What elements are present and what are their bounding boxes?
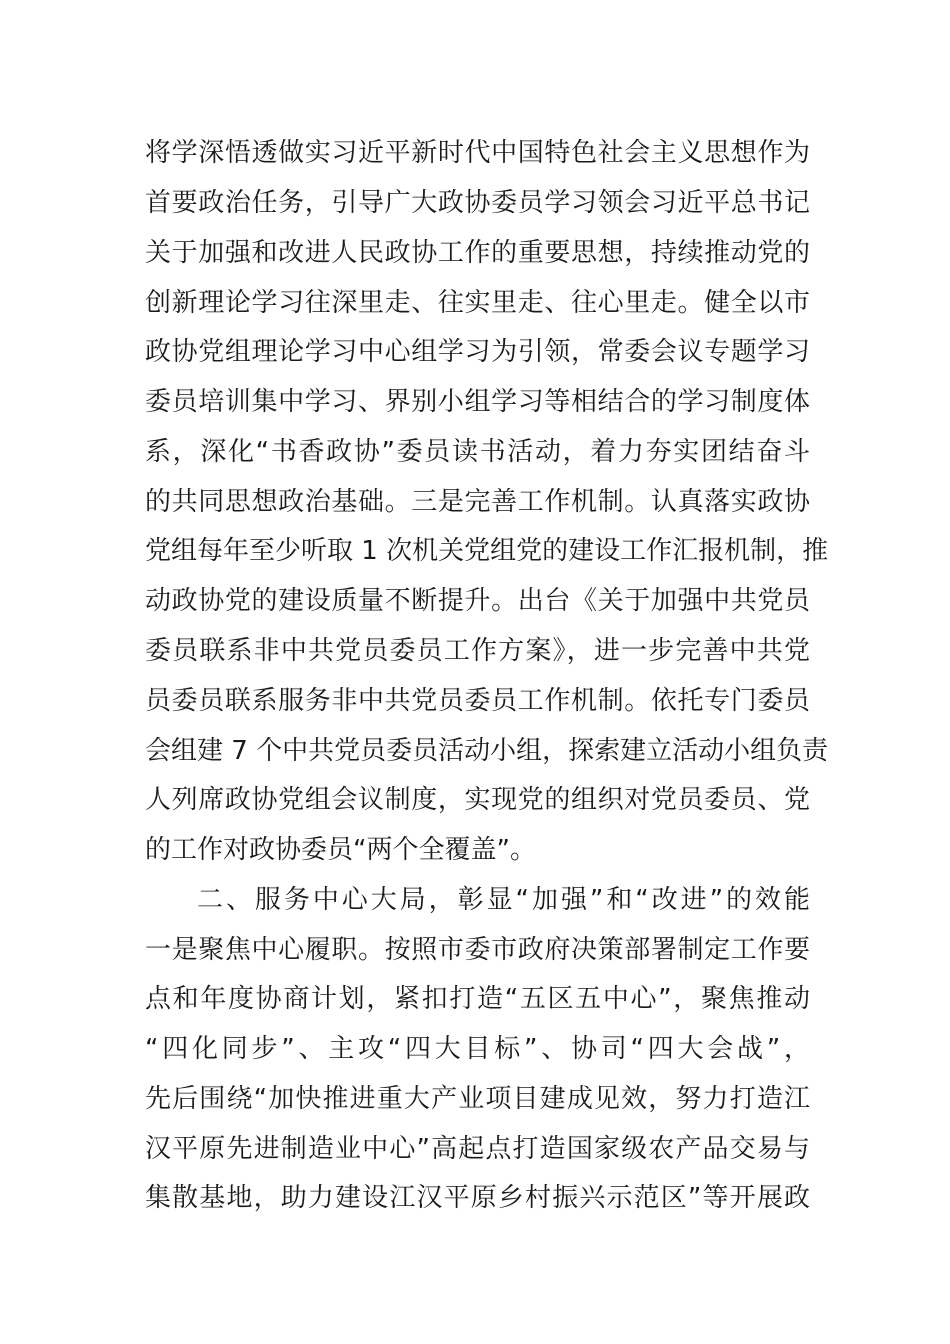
text-line-8: 的共同思想政治基础。三是完善工作机制。认真落实政协 xyxy=(145,487,810,517)
text-line-18: 点和年度协商计划，紧扣打造“五区五中心”，聚焦推动 xyxy=(145,984,810,1014)
text-line-20: 先后围绕“加快推进重大产业项目建成见效，努力打造江 xyxy=(145,1084,810,1114)
text-line-4: 创新理论学习往深里走、往实里走、往心里走。健全以市 xyxy=(145,288,810,318)
text-line-15: 的工作对政协委员“两个全覆盖”。 xyxy=(145,835,536,865)
text-line-17: 一是聚焦中心履职。按照市委市政府决策部署制定工作要 xyxy=(145,935,810,965)
text-line-6: 委员培训集中学习、界别小组学习等相结合的学习制度体 xyxy=(145,387,810,417)
text-line-3: 关于加强和改进人民政协工作的重要思想，持续推动党的 xyxy=(145,238,810,268)
text-line-21: 汉平原先进制造业中心”高起点打造国家级农产品交易与 xyxy=(145,1134,810,1164)
text-line-5: 政协党组理论学习中心组学习为引领，常委会议专题学习 xyxy=(145,337,810,367)
text-line-19: “四化同步”、主攻“四大目标”、协司“四大会战”， xyxy=(145,1034,810,1064)
text-line-11: 委员联系非中共党员委员工作方案》，进一步完善中共党 xyxy=(145,636,810,666)
section-heading: 二、服务中心大局，彰显“加强”和“改进”的效能 xyxy=(197,885,810,915)
text-line-13: 会组建 7 个中共党员委员活动小组，探索建立活动小组负责 xyxy=(145,736,829,766)
text-line-14: 人列席政协党组会议制度，实现党的组织对党员委员、党 xyxy=(145,785,810,815)
text-line-7: 系，深化“书香政协”委员读书活动，着力夯实团结奋斗 xyxy=(145,437,810,467)
text-line-1: 将学深悟透做实习近平新时代中国特色社会主义思想作为 xyxy=(145,138,810,168)
text-line-2: 首要政治任务，引导广大政协委员学习领会习近平总书记 xyxy=(145,188,810,218)
text-line-22: 集散基地，助力建设江汉平原乡村振兴示范区”等开展政 xyxy=(145,1183,810,1213)
text-line-12: 员委员联系服务非中共党员委员工作机制。依托专门委员 xyxy=(145,686,810,716)
text-line-10: 动政协党的建设质量不断提升。出台《关于加强中共党员 xyxy=(145,586,810,616)
text-line-9: 党组每年至少听取 1 次机关党组党的建设工作汇报机制，推 xyxy=(145,536,829,566)
